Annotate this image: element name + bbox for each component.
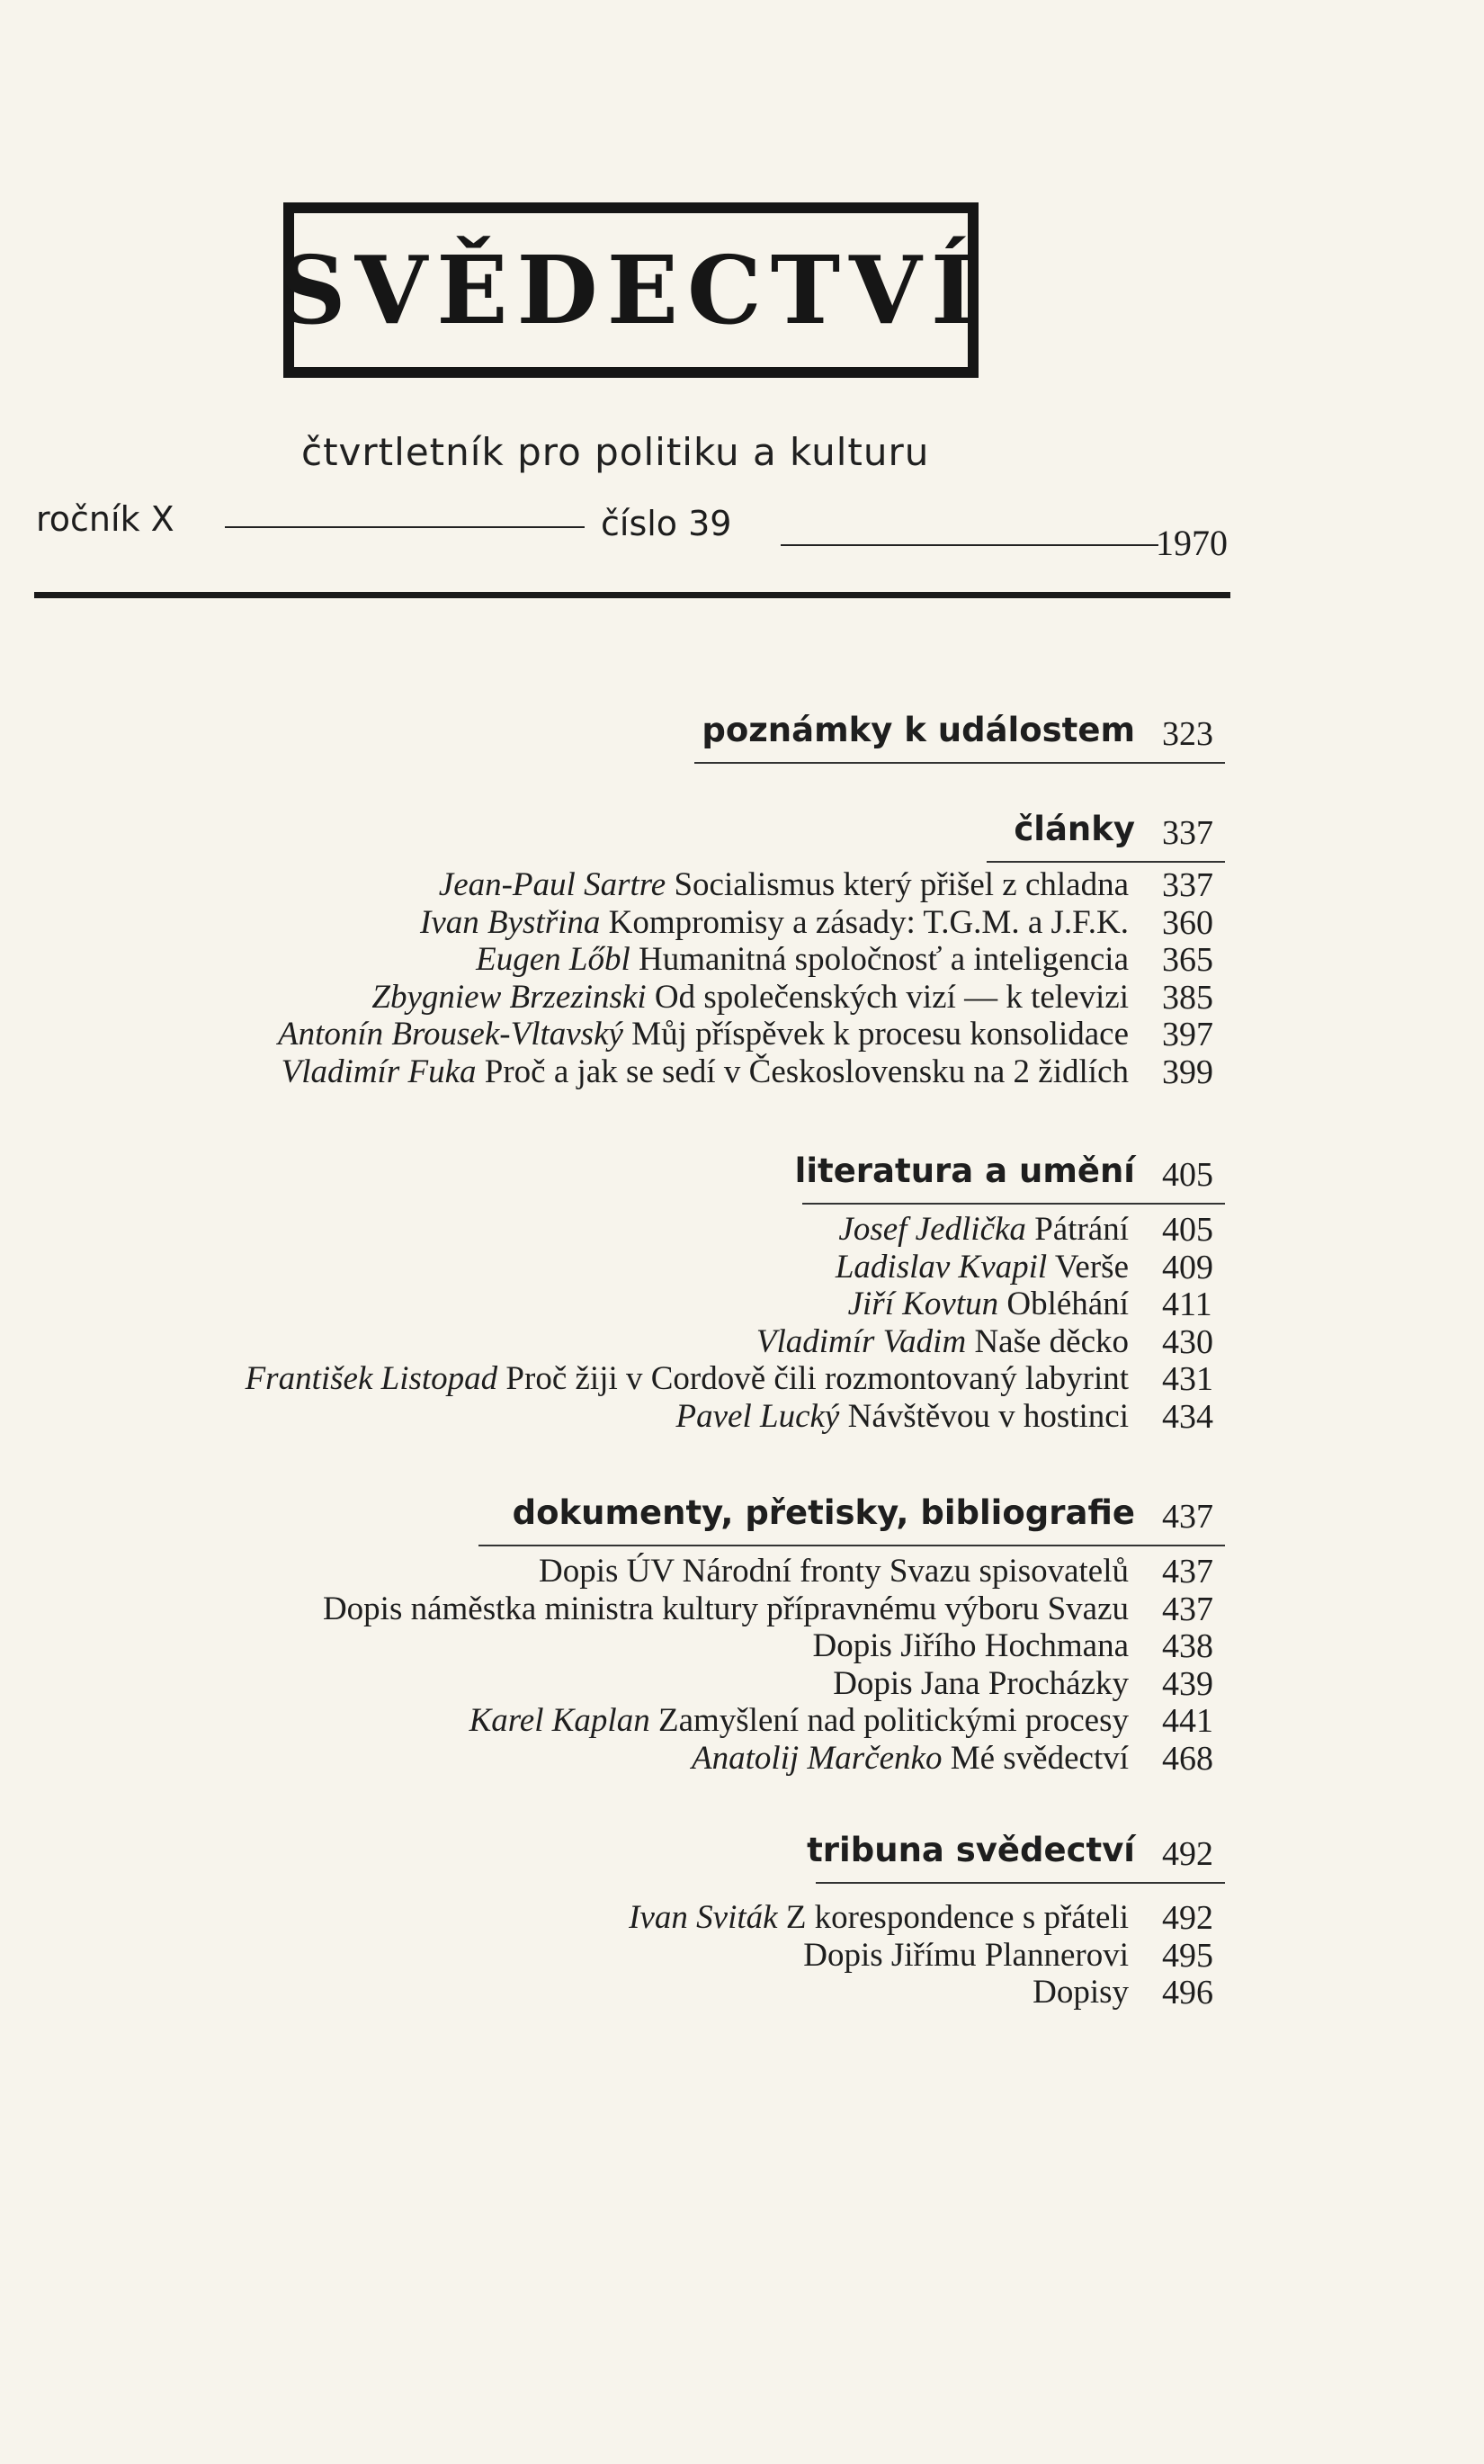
entry-author: Ivan Sviták: [629, 1899, 778, 1936]
toc-entry: [476, 940, 1129, 979]
entry-page-number: 496: [1162, 1974, 1213, 2012]
toc-entry: [371, 978, 1129, 1017]
issue-line: [36, 499, 1232, 562]
toc-entry: [420, 903, 1129, 942]
section-page-number: 405: [1162, 1156, 1213, 1194]
entry-page-number: 409: [1162, 1248, 1213, 1286]
entry-page-number: 437: [1162, 1553, 1213, 1590]
toc-entry: [833, 1664, 1129, 1703]
entry-author: Vladimír Vadim: [755, 1322, 967, 1360]
toc-entry: [439, 865, 1129, 904]
entry-page-number: 365: [1162, 941, 1213, 979]
entry-title: Dopis Jana Procházky: [833, 1664, 1129, 1702]
entry-page-number: 385: [1162, 978, 1213, 1017]
section-underline: [802, 1203, 1225, 1205]
toc-entry: [539, 1552, 1129, 1590]
entry-page-number: 468: [1162, 1739, 1213, 1778]
entry-author: Eugen Lőbl: [476, 941, 630, 978]
masthead-logo-box: [278, 202, 984, 378]
toc-entry: [1033, 1973, 1129, 2012]
issue-number: číslo 39: [601, 504, 732, 543]
entry-page-number: 405: [1162, 1211, 1213, 1249]
entry-page-number: 430: [1162, 1322, 1213, 1361]
toc-entry: [282, 1053, 1129, 1091]
entry-author: Ladislav Kvapil: [835, 1248, 1048, 1286]
volume-label: ročník X: [36, 499, 174, 539]
entry-title: Můj příspěvek k procesu konsolidace: [631, 1016, 1129, 1053]
toc-entry: [246, 1359, 1129, 1398]
toc-entry: [836, 1248, 1129, 1286]
toc-entry: [838, 1210, 1129, 1249]
entry-page-number: 399: [1162, 1053, 1213, 1091]
entry-author: František Listopad: [245, 1360, 498, 1397]
section-underline: [478, 1545, 1225, 1546]
journal-title: SVĚDECTVÍ: [278, 234, 984, 345]
entry-title: Od společenských vizí — k televizi: [654, 978, 1129, 1016]
section-underline: [694, 762, 1225, 764]
issue-line-rule: [225, 526, 585, 528]
entry-title: Návštěvou v hostinci: [847, 1397, 1129, 1435]
entry-title: Dopis Jiřího Hochmana: [812, 1627, 1129, 1664]
entry-author: Vladimír Fuka: [281, 1053, 477, 1090]
entry-author: Zbygniew Brzezinski: [371, 978, 647, 1016]
entry-title: Dopisy: [1033, 1974, 1129, 2011]
toc-entry: [278, 1015, 1129, 1053]
entry-page-number: 397: [1162, 1016, 1213, 1053]
entry-title: Proč žiji v Cordově čili rozmontovaný labyrint: [505, 1360, 1129, 1397]
entry-page-number: 492: [1162, 1899, 1213, 1937]
issue-line-rule: [781, 544, 1158, 546]
entry-title: Pátrání: [1034, 1211, 1129, 1248]
section-page-number: 337: [1162, 814, 1213, 852]
entry-title: Verše: [1054, 1248, 1129, 1286]
entry-page-number: 437: [1162, 1590, 1213, 1628]
entry-page-number: 495: [1162, 1936, 1213, 1975]
issue-year: 1970: [1156, 523, 1228, 563]
toc-entry: [323, 1590, 1129, 1628]
toc-entry: [848, 1285, 1129, 1323]
toc-entry: [756, 1322, 1129, 1361]
journal-subtitle: čtvrtletník pro politiku a kulturu: [301, 430, 930, 474]
entry-title: Naše děcko: [974, 1322, 1129, 1360]
toc-entry: [813, 1626, 1129, 1665]
entry-author: Jiří Kovtun: [847, 1286, 999, 1322]
entry-author: Anatolij Marčenko: [691, 1739, 943, 1777]
entry-title: Dopis Jiřímu Plannerovi: [803, 1936, 1129, 1974]
entry-author: Jean-Paul Sartre: [438, 866, 666, 903]
section-underline: [987, 861, 1225, 863]
entry-title: Socialismus který přišel z chladna: [674, 866, 1129, 903]
section-heading: tribuna svědectví: [807, 1831, 1135, 1869]
entry-author: Ivan Bystřina: [420, 903, 601, 941]
entry-title: Obléhání: [1006, 1286, 1129, 1322]
entry-page-number: 360: [1162, 903, 1213, 942]
entry-title: Mé svědectví: [950, 1739, 1129, 1777]
section-page-number: 323: [1162, 715, 1213, 753]
entry-page-number: 441: [1162, 1702, 1213, 1740]
entry-author: Josef Jedlička: [838, 1211, 1026, 1248]
entry-page-number: 438: [1162, 1627, 1213, 1665]
entry-author: Pavel Lucký: [675, 1397, 840, 1435]
entry-page-number: 411: [1162, 1286, 1212, 1323]
toc-entry: [629, 1898, 1129, 1937]
section-underline: [816, 1882, 1225, 1884]
toc-entry: [469, 1701, 1129, 1740]
section-heading: články: [1014, 810, 1135, 848]
entry-title: Dopis ÚV Národní fronty Svazu spisovatelů: [539, 1553, 1129, 1590]
entry-title: Z korespondence s přáteli: [785, 1899, 1129, 1936]
entry-title: Humanitná spoločnosť a inteligencia: [639, 941, 1129, 978]
entry-page-number: 434: [1162, 1397, 1213, 1436]
masthead-divider: [34, 592, 1230, 598]
section-heading: poznámky k událostem: [702, 711, 1135, 749]
toc-entry: [803, 1936, 1129, 1975]
entry-title: Proč a jak se sedí v Československu na 2 židlích: [484, 1053, 1129, 1090]
toc-entry: [692, 1739, 1129, 1778]
section-heading: dokumenty, přetisky, bibliografie: [512, 1493, 1135, 1532]
entry-author: Karel Kaplan: [469, 1702, 650, 1739]
section-heading: literatura a umění: [794, 1151, 1135, 1190]
toc-entry: [676, 1397, 1129, 1436]
entry-title: Zamyšlení nad politickými procesy: [657, 1702, 1129, 1739]
entry-author: Antonín Brousek-Vltavský: [277, 1016, 623, 1053]
entry-page-number: 439: [1162, 1664, 1213, 1703]
entry-page-number: 431: [1162, 1360, 1213, 1398]
entry-page-number: 337: [1162, 866, 1213, 904]
entry-title: Dopis náměstka ministra kultury přípravnému výboru Svazu: [322, 1590, 1129, 1627]
section-page-number: 492: [1162, 1835, 1213, 1873]
entry-title: Kompromisy a zásady: T.G.M. a J.F.K.: [608, 903, 1129, 941]
section-page-number: 437: [1162, 1498, 1213, 1536]
